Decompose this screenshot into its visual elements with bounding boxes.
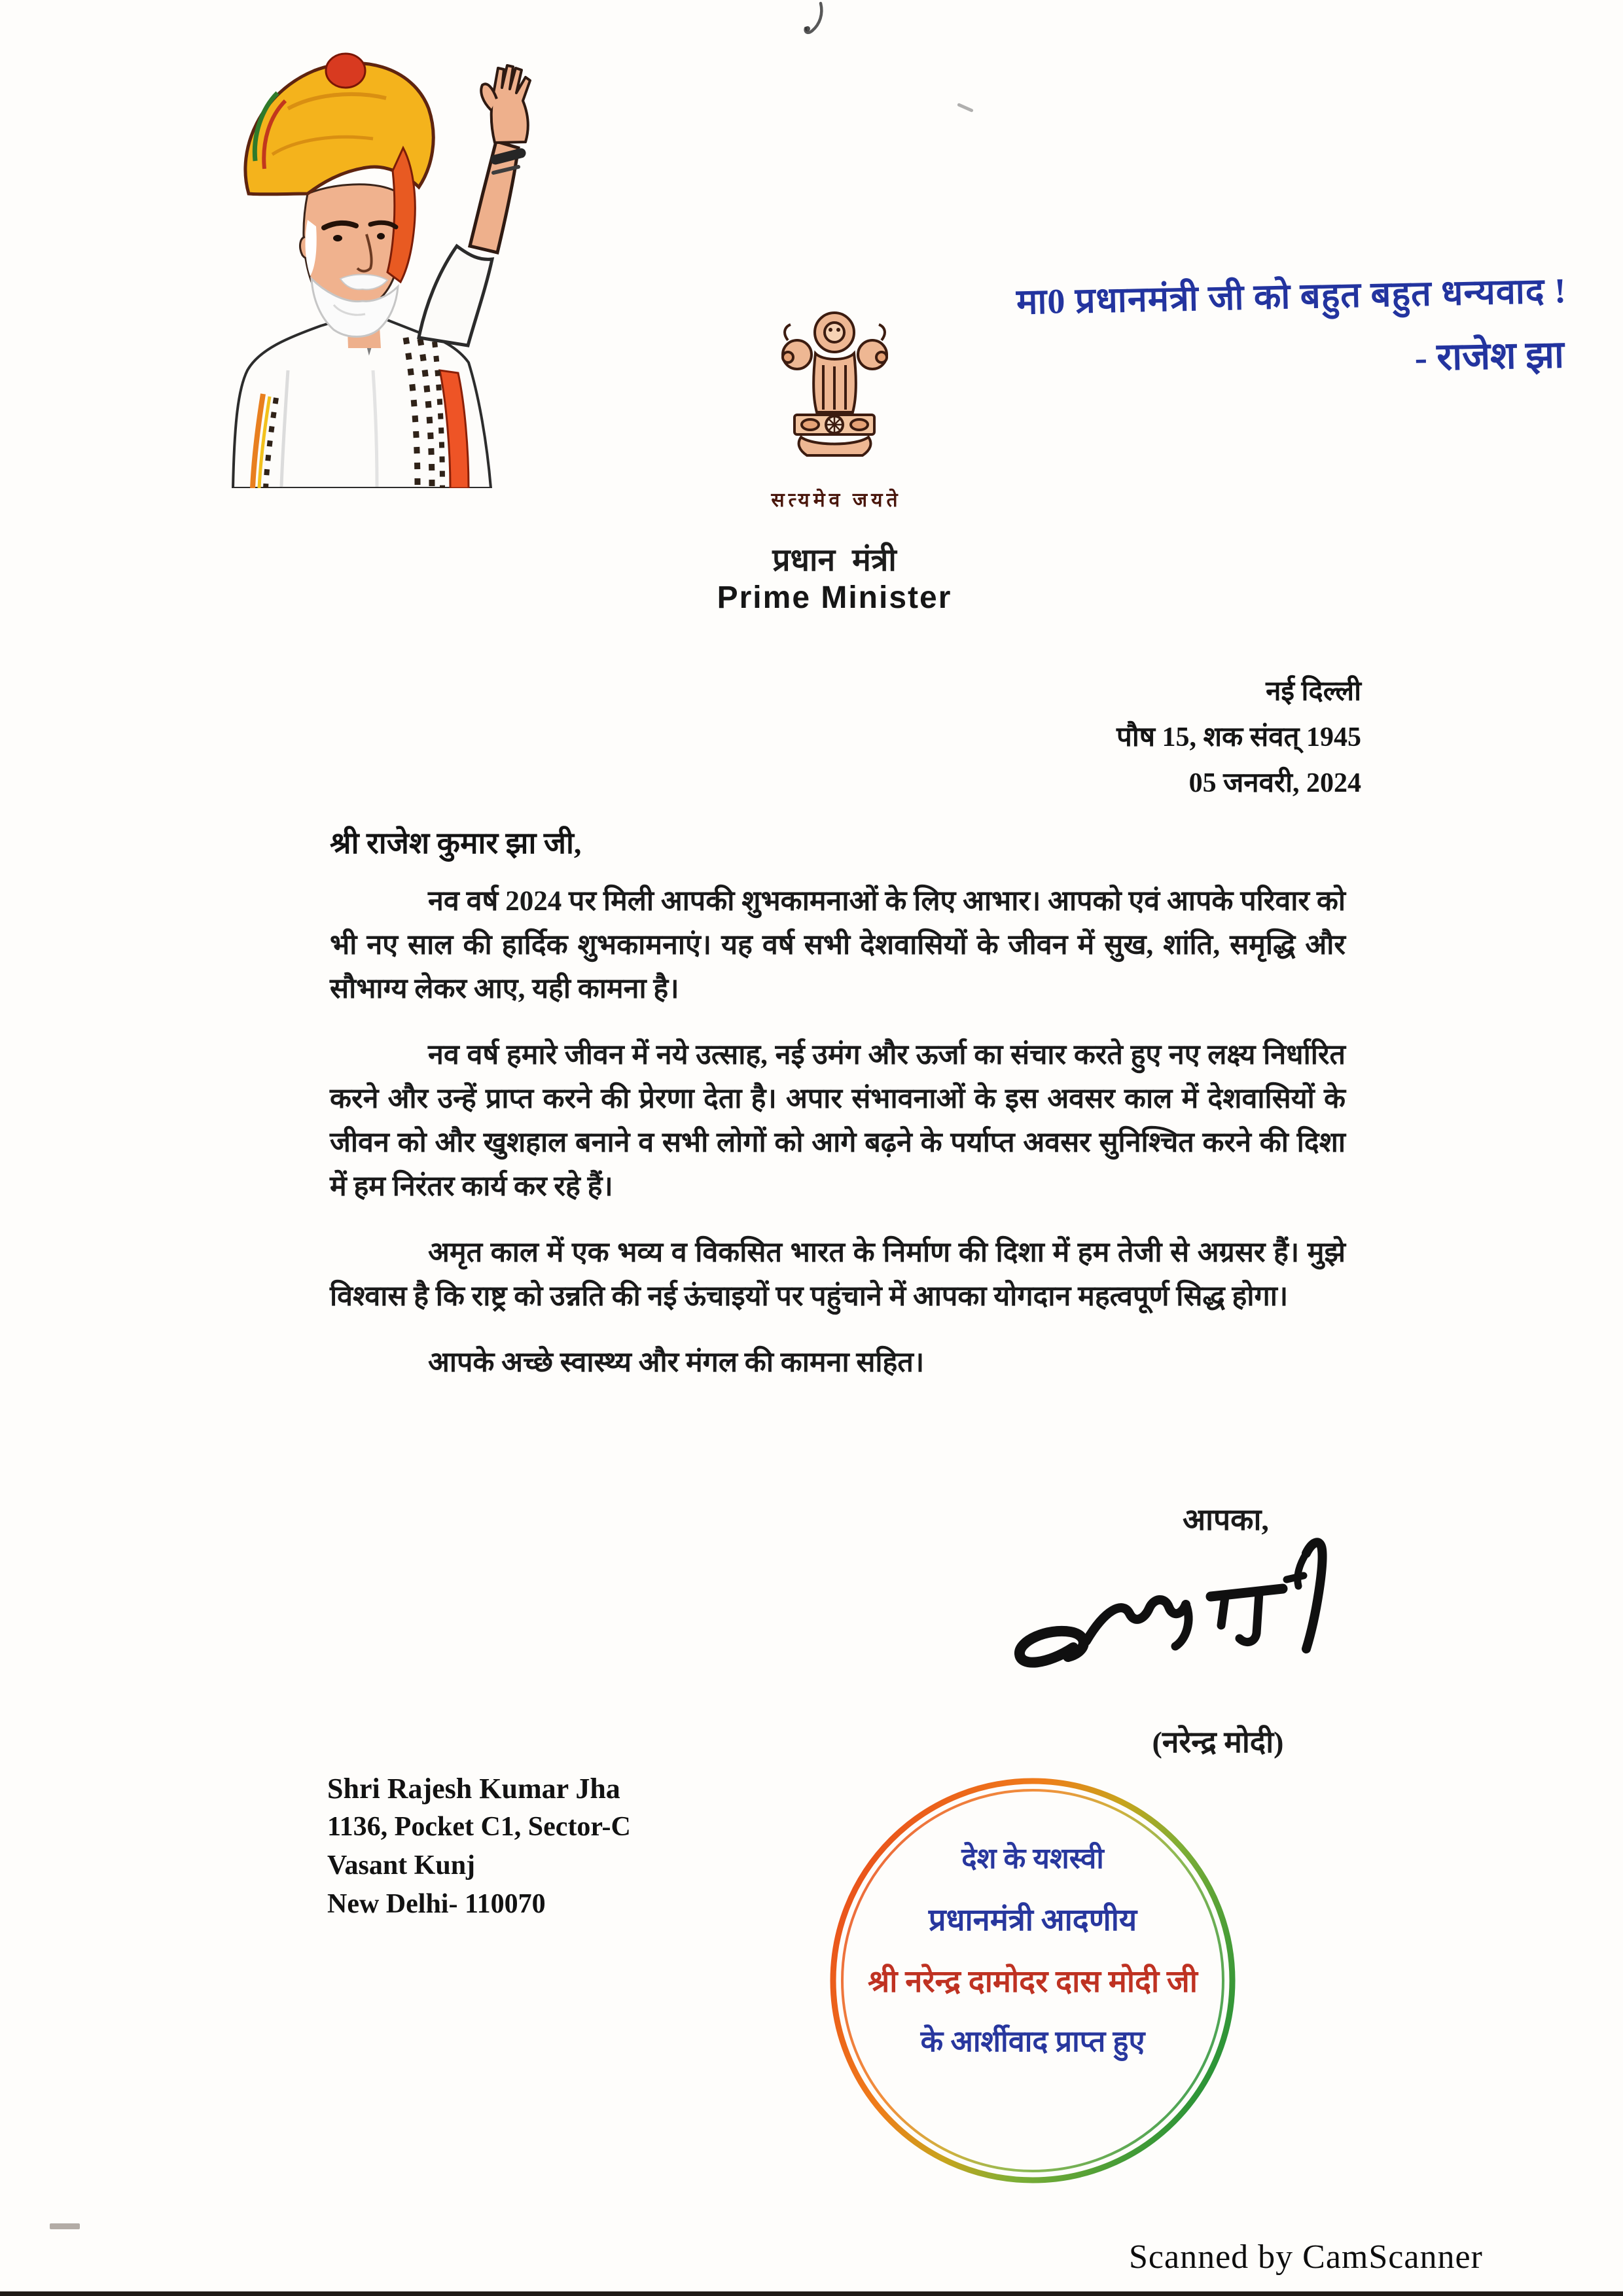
ashoka-lion-capital-icon	[758, 298, 912, 483]
blessing-stamp	[827, 1775, 1239, 2187]
salutation: श्री राजेश कुमार झा जी,	[330, 826, 582, 860]
paragraph-3: अमृत काल में एक भव्य व विकसित भारत के निर्माण की दिशा में हम तेजी से अग्रसर हैं। मुझे विश्वास है कि राष्ट्र को उन्नति की नई ऊंचाइयों पर पहुंचाने में आपका योगदान महत्वपूर्ण सिद्ध होगा।	[330, 1237, 1346, 1312]
office-title-hindi: प्रधान मंत्री	[772, 543, 897, 578]
ink-squiggle-artifact	[800, 1, 830, 38]
pm-modi-waving-portrait	[209, 30, 543, 488]
dateline-place: नई दिल्ली	[1266, 677, 1361, 707]
office-title-english: Prime Minister	[717, 580, 952, 615]
recipient-name: Shri Rajesh Kumar Jha	[327, 1773, 620, 1805]
dateline	[916, 669, 1361, 806]
recipient-address-line1: 1136, Pocket C1, Sector-C	[327, 1812, 631, 1842]
letter-body	[330, 879, 1346, 1407]
dateline-date: 05 जनवरी, 2024	[1188, 768, 1361, 798]
scan-bottom-edge	[0, 2291, 1623, 2296]
signatory-name: (नरेन्द्र मोदी)	[1152, 1725, 1284, 1759]
scan-tick-artifact	[50, 2223, 80, 2229]
handwritten-note-line1: मा0 प्रधानमंत्री जी को बहुत बहुत धन्यवाद !	[1016, 271, 1567, 322]
scan-dash-artifact	[957, 103, 974, 113]
paragraph-4: आपके अच्छे स्वास्थ्य और मंगल की कामना सहित।	[428, 1347, 925, 1378]
stamp-line1: देश के यशस्वी	[961, 1843, 1104, 1875]
recipient-address-line2: Vasant Kunj	[327, 1850, 476, 1881]
recipient-address	[327, 1769, 631, 1924]
camscanner-watermark: Scanned by CamScanner	[1129, 2238, 1483, 2276]
recipient-address-line3: New Delhi- 110070	[327, 1889, 546, 1919]
paragraph-2: नव वर्ष हमारे जीवन में नये उत्साह, नई उमंग और ऊर्जा का संचार करते हुए नए लक्ष्य निर्धारित करने और उन्हें प्राप्त करने की प्रेरणा देता है। अपार संभावनाओं के इस अवसर काल में देशवासियों के जीवन को और खुशहाल बनाने व सभी लोगों को आगे बढ़ने के पर्याप्त अवसर सुनिश्चित करने की दिशा में हम निरंतर कार्य कर रहे हैं।	[330, 1040, 1346, 1202]
stamp-line3: श्री नरेन्द्र दामोदर दास मोदी जी	[868, 1965, 1198, 1999]
emblem-motto: सत्यमेव जयते	[771, 489, 902, 511]
handwritten-note-signature: - राजेश झा	[1414, 333, 1565, 379]
narendra-modi-signature	[995, 1536, 1387, 1700]
stamp-line2: प्रधानमंत्री आदणीय	[928, 1903, 1137, 1937]
stamp-line4: के आर्शीवाद प्राप्त हुए	[920, 2025, 1145, 2058]
handwritten-note	[1010, 268, 1568, 389]
dateline-saka-date: पौष 15, शक संवत् 1945	[1116, 722, 1361, 752]
paragraph-1: नव वर्ष 2024 पर मिली आपकी शुभकामनाओं के लिए आभार। आपको एवं आपके परिवार को भी नए साल की हार्दिक शुभकामनाएं। यह वर्ष सभी देशवासियों के जीवन में सुख, शांति, समृद्धि और सौभाग्य लेकर आए, यही कामना है।	[330, 886, 1346, 1004]
valediction: आपका,	[1183, 1503, 1269, 1536]
